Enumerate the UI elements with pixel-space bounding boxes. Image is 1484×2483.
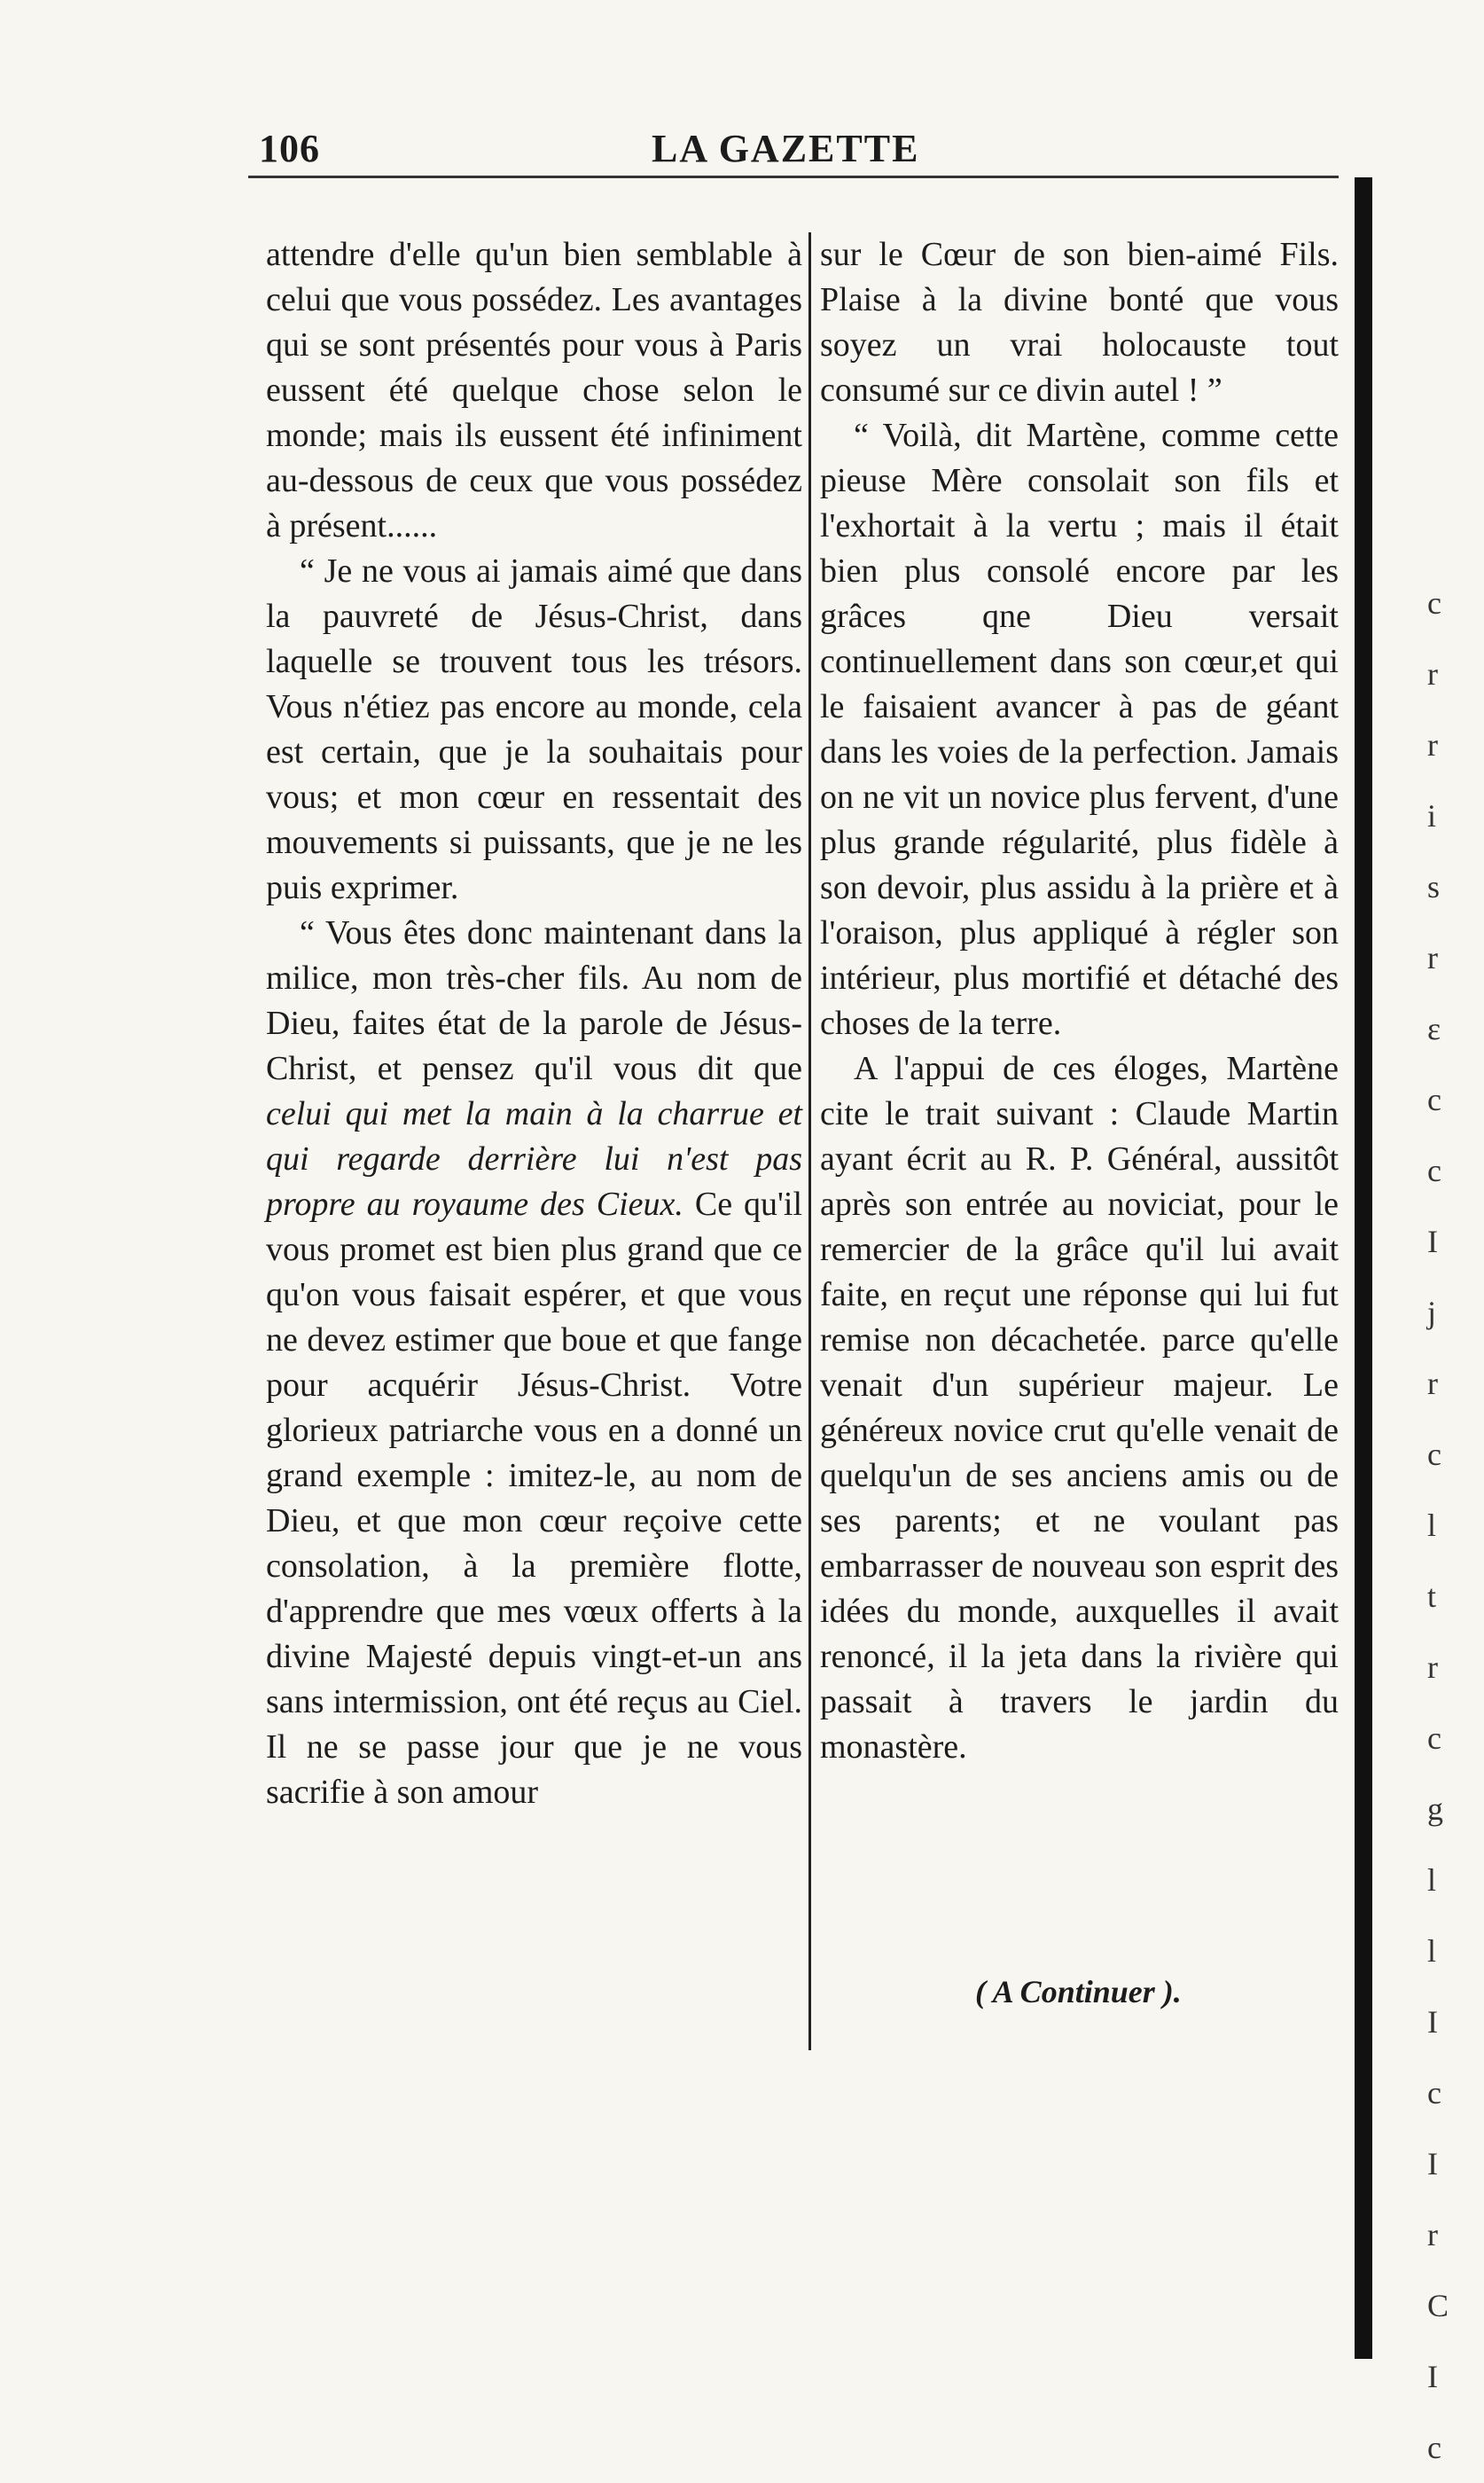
right-paragraph-3: A l'appui de ces éloges, Martène cite le trait suivant : Claude Martin ayant écrit au R. P. Général, aussitôt après son entrée au noviciat, pour le remercier de la grâce qu'il lui avait faite, en reçut une réponse qui lui fut remise non décachetée. parce qu'elle venait d'un supérieur majeur. Le généreux novice crut qu'elle venait de quelqu'un de ses anciens amis ou de ses parents; et ne voulant pas embarrasser de nouveau son esprit des idées du monde, auxquelles il avait renoncé, il la jeta dans la rivière qui passait à travers le jardin du monastère. bbox=[820, 1050, 1339, 1766]
left-paragraph-2: “ Je ne vous ai jamais aimé que dans la pauvreté de Jésus-Christ, dans laquelle se trouvent tous les trésors. Vous n'étiez pas encore au monde, cela est certain, que je la souhaitais pour vous; et mon cœur en ressentait des mouvements si puissants, que je ne les puis exprimer. bbox=[266, 552, 802, 906]
left-paragraph-1: attendre d'elle qu'un bien semblable à celui que vous possédez. Les avantages qui se sont présentés pour vous à Paris eussent été quelque chose selon le monde; mais ils eussent été infiniment au-dessous de ceux que vous possédez à présent...... bbox=[266, 236, 802, 544]
edge-glyph: c bbox=[1427, 1082, 1441, 1117]
left-paragraph-3 bbox=[266, 911, 802, 1815]
edge-glyph: l bbox=[1427, 1862, 1437, 1898]
binding-edge bbox=[1355, 177, 1372, 2359]
edge-glyph: c bbox=[1427, 1437, 1441, 1472]
edge-glyph: c bbox=[1427, 1153, 1441, 1188]
edge-glyph: c bbox=[1427, 585, 1441, 621]
left-paragraph-3-start: “ Vous êtes donc maintenant dans la milice, mon très-cher fils. Au nom de Dieu, faites état de la parole de Jésus-Christ, et pensez qu'il vous dit que bbox=[266, 914, 802, 1087]
edge-glyph: c bbox=[1427, 1720, 1441, 1756]
edge-glyph: r bbox=[1427, 656, 1438, 692]
edge-glyph: I bbox=[1427, 2359, 1438, 2394]
edge-glyph: I bbox=[1427, 2004, 1438, 2040]
facing-page-edge bbox=[1427, 568, 1472, 2483]
edge-glyph: c bbox=[1427, 2075, 1441, 2111]
page-number: 106 bbox=[259, 127, 320, 170]
edge-glyph: g bbox=[1427, 1791, 1443, 1827]
edge-glyph: c bbox=[1427, 2430, 1441, 2465]
right-column bbox=[820, 232, 1339, 1770]
edge-glyph: ε bbox=[1427, 1011, 1441, 1046]
edge-glyph: r bbox=[1427, 1366, 1438, 1401]
edge-glyph: I bbox=[1427, 1224, 1438, 1259]
edge-glyph: t bbox=[1427, 1578, 1437, 1614]
left-paragraph-3-end: Ce qu'il vous promet est bien plus grand que ce qu'on vous faisait espérer, et que vous ne devez estimer que boue et que fange pour acquérir Jésus-Christ. Votre glorieux patriarche vous en a donné un grand exemple : imitez-le, au nom de Dieu, et que mon cœur reçoive cette consolation, à la première flotte, d'apprendre que mes vœux offerts à la divine Majesté depuis vingt-et-un ans sans intermission, ont été reçus au Ciel. Il ne se passe jour que je ne vous sacrifie à son amour bbox=[266, 1186, 803, 1811]
header-rule bbox=[248, 176, 1339, 178]
edge-glyph: s bbox=[1427, 869, 1441, 905]
right-paragraph-1: sur le Cœur de son bien-aimé Fils. Plaise à la divine bonté que vous soyez un vrai holocauste tout consumé sur ce divin autel ! ” bbox=[820, 236, 1339, 409]
edge-glyph: r bbox=[1427, 1649, 1438, 1685]
running-title: LA GAZETTE bbox=[652, 127, 920, 170]
column-divider bbox=[808, 232, 811, 2050]
edge-glyph: C bbox=[1427, 2288, 1449, 2323]
edge-glyph: j bbox=[1427, 1295, 1437, 1330]
to-be-continued: ( A Continuer ). bbox=[975, 1974, 1182, 2009]
edge-glyph: i bbox=[1427, 798, 1437, 834]
right-paragraph-2: “ Voilà, dit Martène, comme cette pieuse Mère consolait son fils et l'exhortait à la vertu ; mais il était bien plus consolé encore par les grâces qne Dieu versait continuellement dans son cœur,et qui le faisaient avancer à pas de géant dans les voies de la perfection. Jamais on ne vit un novice plus fervent, d'une plus grande régularité, plus fidèle à son devoir, plus assidu à la prière et à l'oraison, plus appliqué à régler son intérieur, plus mortifié et détaché des choses de la terre. bbox=[820, 417, 1339, 1042]
edge-glyph: r bbox=[1427, 727, 1438, 763]
edge-glyph: r bbox=[1427, 2217, 1438, 2252]
edge-glyph: r bbox=[1427, 940, 1438, 975]
edge-glyph: I bbox=[1427, 2146, 1438, 2181]
edge-glyph: l bbox=[1427, 1933, 1437, 1969]
edge-glyph: l bbox=[1427, 1508, 1437, 1543]
scripture-quote: celui qui met la main à la charrue et qui regarde derrière lui n'est pas propre au royaume des Cieux. bbox=[266, 1095, 802, 1223]
left-column bbox=[266, 232, 802, 1815]
